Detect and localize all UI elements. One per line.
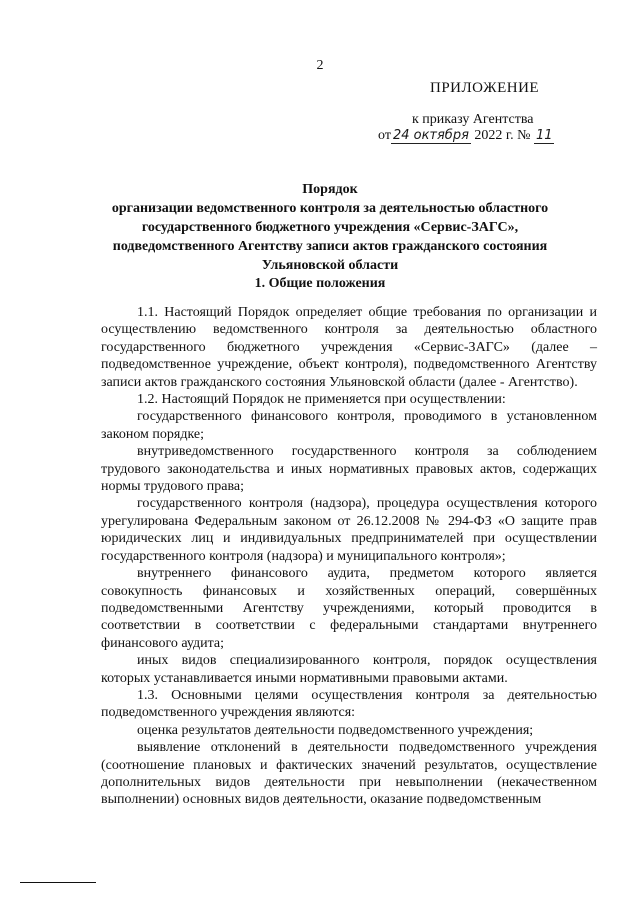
appendix-title: ПРИЛОЖЕНИЕ — [430, 80, 540, 96]
paragraph: государственного контроля (надзора), процедура осуществления которого урегулирована Федеральным законом от 26.12.2008 № 294-ФЗ «О защите прав юридических лиц и индивидуальных предпринимателей при осуществлении государственного контроля (надзора) и муниципального контроля»; — [101, 496, 597, 564]
section-heading: 1. Общие положения — [254, 276, 386, 291]
title-line: Порядок — [302, 182, 358, 197]
handwritten-date: 24 октября — [392, 128, 469, 143]
paragraph: 1.3. Основными целями осуществления контроля за деятельностью подведомственного учреждения являются: — [101, 687, 597, 721]
order-ref-prefix: от — [378, 128, 391, 143]
paragraph: оценка результатов деятельности подведомственного учреждения; — [137, 722, 534, 738]
paragraph: внутреннего финансового аудита, предметом которого является совокупность финансовых и хозяйственных операций, совершённых подведомственными Агентству учреждениями, который проводится в соответствии в соответствии с федеральными стандартами внутреннего финансового аудита; — [101, 566, 597, 651]
page-number: 2 — [316, 58, 324, 73]
paragraph: внутриведомственного государственного контроля за соблюдением трудового законодательства и иных нормативных правовых актов, содержащих нормы трудового права; — [101, 444, 597, 495]
title-line: Ульяновской области — [261, 258, 399, 273]
order-reference-line1: к приказу Агентства — [412, 112, 534, 127]
footnote-separator — [20, 882, 96, 883]
paragraph: иных видов специализированного контроля, порядок осуществления которых устанавливается иными нормативными правовыми актами. — [101, 653, 597, 686]
order-reference-line2 — [378, 128, 554, 144]
title-line: государственного бюджетного учреждения «Сервис-ЗАГС», — [141, 220, 519, 235]
body-text — [101, 304, 597, 809]
order-ref-year: 2022 г. № — [474, 128, 531, 143]
paragraph: выявление отклонений в деятельности подведомственного учреждения (соотношение плановых и фактических значений результатов, осуществление дополнительных видов деятельности при невыполнении (некачественном выполнении) основных видов деятельности, оказание подведомственным — [101, 740, 597, 808]
document-title — [40, 180, 620, 275]
handwritten-order-number: 11 — [535, 128, 553, 143]
paragraph: 1.1. Настоящий Порядок определяет общие требования по организации и осуществлению ведомственного контроля за деятельностью областного государственного бюджетного учреждения «Сервис-ЗАГС» (далее – подведомственное учреждение, объект контроля), подведомственного Агентству записи актов гражданского состояния Ульяновской области (далее - Агентство). — [101, 305, 597, 390]
paragraph: 1.2. Настоящий Порядок не применяется при осуществлении: — [137, 392, 506, 408]
title-line: организации ведомственного контроля за деятельностью областного — [111, 201, 549, 216]
paragraph: государственного финансового контроля, проводимого в установленном законом порядке; — [101, 409, 597, 442]
title-line: подведомственного Агентству записи актов гражданского состояния — [112, 239, 548, 254]
